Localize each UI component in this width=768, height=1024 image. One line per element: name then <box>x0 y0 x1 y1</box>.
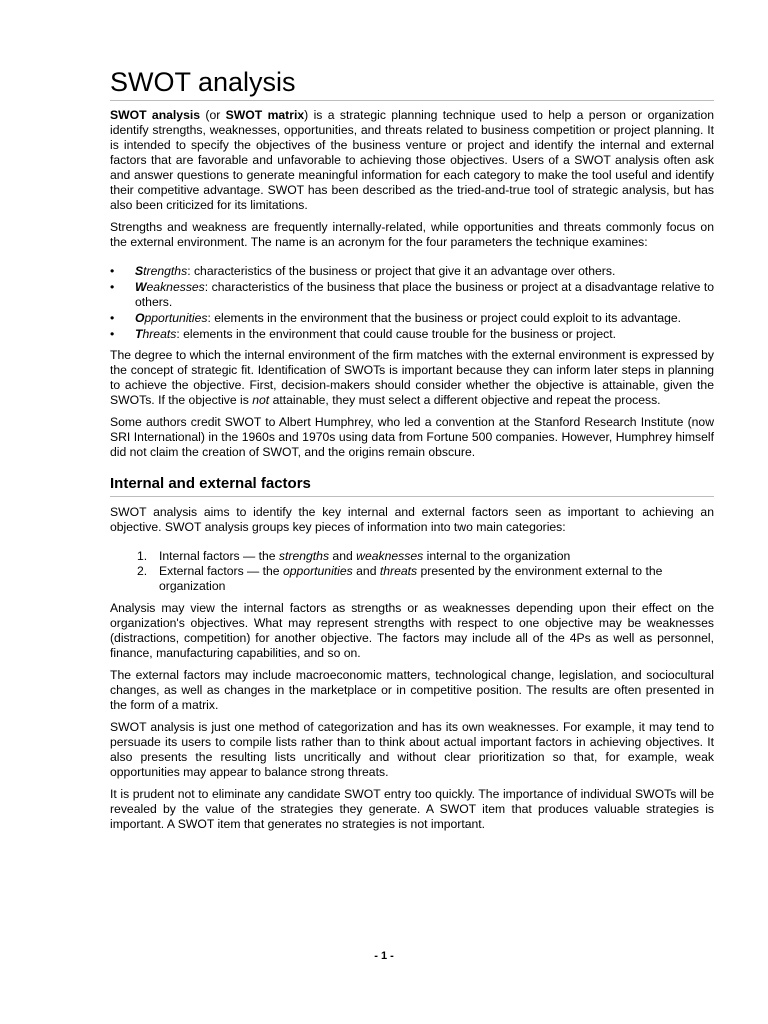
document-page <box>110 66 714 839</box>
intro-term: SWOT analysis <box>110 108 201 122</box>
list-item-internal <box>110 549 714 564</box>
paragraph-history: Some authors credit SWOT to Albert Humphrey, who led a convention at the Stanford Research Institute (now SRI International) in the 1960s and 1970s using data from Fortune 500 companies. However, Humphrey himself did not claim the creation of SWOT, and the origins remain obscure. <box>110 415 714 459</box>
bullet-letter: T <box>135 327 143 341</box>
intro-open-paren: (or <box>200 108 226 122</box>
bullet-text: : elements in the environment that could cause trouble for the business or project. <box>176 327 617 341</box>
paragraph-external-factors: The external factors may include macroeconomic matters, technological change, legislation, and sociocultural changes, as well as changes in the marketplace or in competitive position. The results are often presented in the form of a matrix. <box>110 668 714 712</box>
bullet-letter: W <box>135 280 147 294</box>
paragraph-weaknesses: SWOT analysis is just one method of categorization and has its own weaknesses. For example, it may tend to persuade its users to compile lists rather than to think about actual important factors in achieving objectives. It also presents the resulting lists uncritically and without clear prioritization so that, for example, weak opportunities may appear to balance strong threats. <box>110 720 714 779</box>
bullet-text: : characteristics of the business that place the business or project at a disadvantage relative to others. <box>135 280 714 309</box>
list-item-threats <box>110 327 714 342</box>
swot-bullet-list <box>110 264 714 342</box>
bullet-text: : characteristics of the business or project that give it an advantage over others. <box>187 264 616 278</box>
paragraph-prudence: It is prudent not to eliminate any candidate SWOT entry too quickly. The importance of individual SWOTs will be revealed by the value of the strategies they generate. A SWOT item that produces valuable strategies is important. A SWOT item that generates no strategies is not important. <box>110 787 714 831</box>
list-emphasis: opportunities <box>282 564 353 578</box>
list-text: Internal factors — the <box>159 549 279 563</box>
section-heading: Internal and external factors <box>110 474 714 497</box>
bullet-word: hreats <box>142 327 177 341</box>
bullet-word: eaknesses <box>146 280 205 294</box>
para3-after: attainable, they must select a different objective and repeat the process. <box>269 393 661 407</box>
list-text: presented by the environment external to the organization <box>159 564 663 593</box>
bullet-icon: • <box>110 264 115 278</box>
bullet-icon: • <box>110 311 115 325</box>
para3-before: The degree to which the internal environment of the firm matches with the external environment is expressed by the concept of strategic fit. Identification of SWOTs is important because they can inform later steps in planning to achieve the objective. First, decision-makers should consider whether the objective is attainable, given the SWOTs. If the objective is <box>110 348 714 407</box>
list-text: and <box>352 564 380 578</box>
page-number: - 1 - <box>374 950 394 962</box>
para3-emphasis: not <box>252 393 270 407</box>
list-text: and <box>329 549 357 563</box>
bullet-text: : elements in the environment that the business or project could exploit to its advantage. <box>207 311 682 325</box>
list-text: internal to the organization <box>423 549 571 563</box>
bullet-word: pportunities <box>144 311 208 325</box>
bullet-letter: S <box>135 264 144 278</box>
list-item-external <box>110 564 714 594</box>
bullet-word: trengths <box>143 264 188 278</box>
paragraph-strategic-fit <box>110 348 714 408</box>
list-item-strengths <box>110 264 714 279</box>
page-title: SWOT analysis <box>110 66 714 101</box>
bullet-icon: • <box>110 327 115 341</box>
list-item-weaknesses <box>110 280 714 310</box>
paragraph-acronym: Strengths and weakness are frequently internally-related, while opportunities and threats commonly focus on the external environment. The name is an acronym for the four parameters the technique examines: <box>110 220 714 249</box>
intro-paragraph <box>110 108 714 213</box>
list-number: 2. <box>137 564 148 578</box>
list-emphasis: threats <box>379 564 418 578</box>
bullet-letter: O <box>135 311 145 325</box>
paragraph-internal-analysis: Analysis may view the internal factors as strengths or as weaknesses depending upon their effect on the organization's objectives. What may represent strengths with respect to one objective may be weaknesses (distractions, competition) for another objective. The factors may include all of the 4Ps as well as personnel, finance, manufacturing capabilities, and so on. <box>110 601 714 660</box>
list-item-opportunities <box>110 311 714 326</box>
intro-rest: ) is a strategic planning technique used to help a person or organization identify strengths, weaknesses, opportunities, and threats related to business competition or project planning. It is intended to specify the objectives of the business venture or project and identify the internal and external factors that are favorable and unfavorable to achieving those objectives. Users of a SWOT analysis often ask and answer questions to generate meaningful information for each category to make the tool useful and identify their competitive advantage. SWOT has been described as the tried-and-true tool of strategic analysis, but has also been criticized for its limitations. <box>110 108 715 212</box>
factors-numbered-list <box>110 549 714 594</box>
list-emphasis: weaknesses <box>356 549 424 563</box>
list-emphasis: strengths <box>278 549 330 563</box>
list-text: External factors — the <box>159 564 283 578</box>
bullet-icon: • <box>110 280 115 294</box>
paragraph-factors-intro: SWOT analysis aims to identify the key internal and external factors seen as important to achieving an objective. SWOT analysis groups key pieces of information into two main categories: <box>110 505 714 534</box>
intro-alt-term: SWOT matrix <box>225 108 305 122</box>
list-number: 1. <box>137 549 148 563</box>
